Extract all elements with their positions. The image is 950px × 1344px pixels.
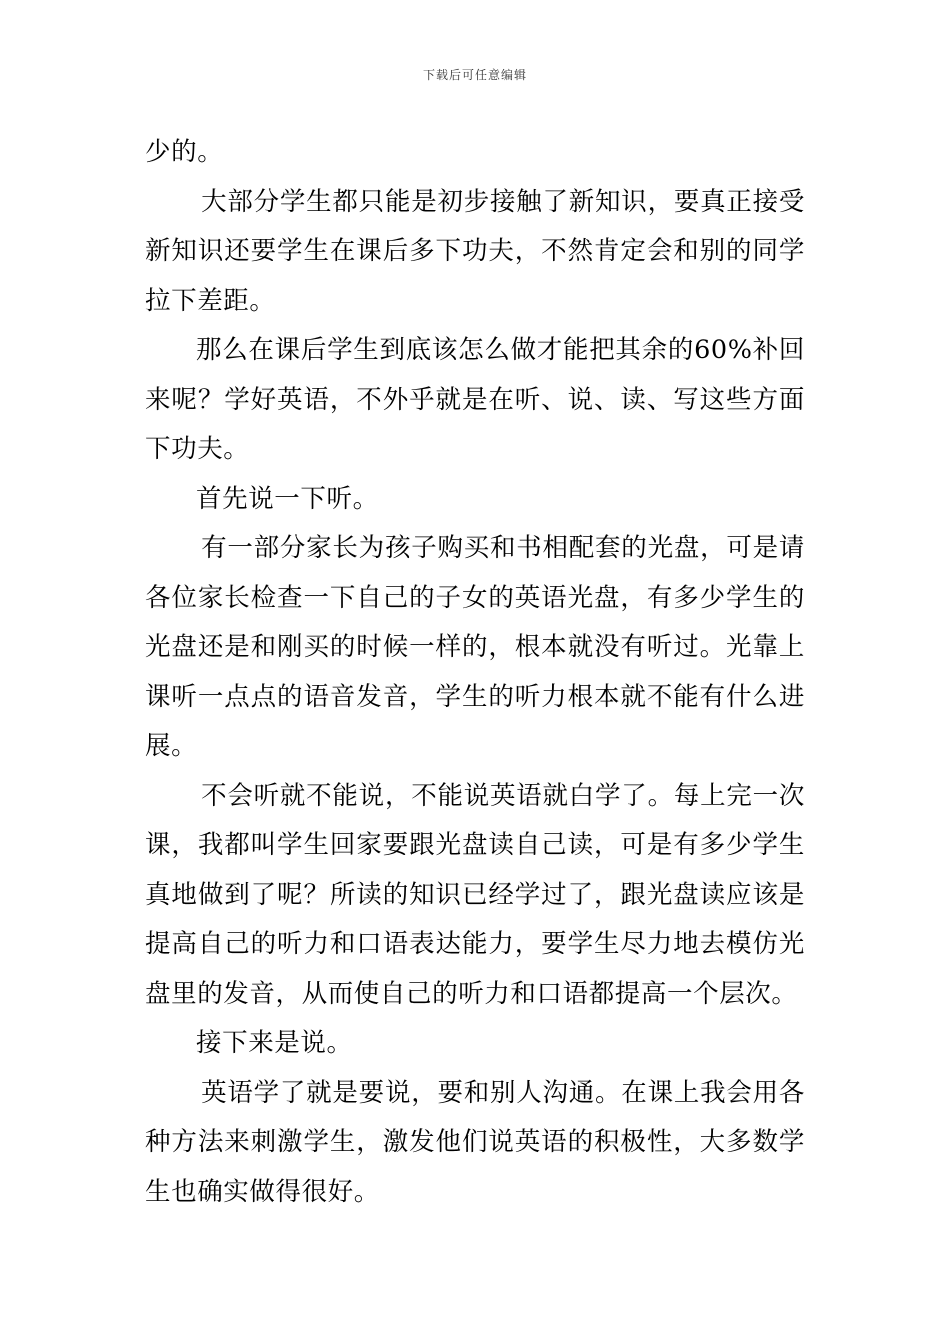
paragraph-2: 大部分学生都只能是初步接触了新知识，要真正接受新知识还要学生在课后多下功夫，不然肯定会和别的同学拉下差距。 (145, 186, 805, 316)
paragraph-4: 首先说一下听。 (196, 483, 379, 514)
paragraph-6: 不会听就不能说，不能说英语就白学了。每上完一次课，我都叫学生回家要跟光盘读自己读，可是有多少学生真地做到了呢？所读的知识已经学过了，跟光盘读应该是提高自己的听力和口语表达能力，要学生尽力地去模仿光盘里的发音，从而使自己的听力和口语都提高一个层次。 (145, 780, 805, 1009)
document-body (145, 128, 805, 1217)
paragraph-5: 有一部分家长为孩子购买和书相配套的光盘，可是请各位家长检查一下自己的子女的英语光盘，有多少学生的光盘还是和刚买的时候一样的，根本就没有听过。光靠上课听一点点的语音发音，学生的听力根本就不能有什么进展。 (145, 533, 805, 761)
paragraph-3: 那么在课后学生到底该怎么做才能把其余的60%补回来呢？学好英语，不外乎就是在听、说、读、写这些方面下功夫。 (145, 335, 805, 464)
paragraph-8: 英语学了就是要说，要和别人沟通。在课上我会用各种方法来刺激学生，激发他们说英语的积极性，大多数学生也确实做得很好。 (145, 1077, 805, 1207)
paragraph-1: 少的。 (145, 137, 224, 167)
paragraph-7: 接下来是说。 (196, 1028, 353, 1058)
page-header: 下载后可任意编辑 (422, 68, 527, 82)
